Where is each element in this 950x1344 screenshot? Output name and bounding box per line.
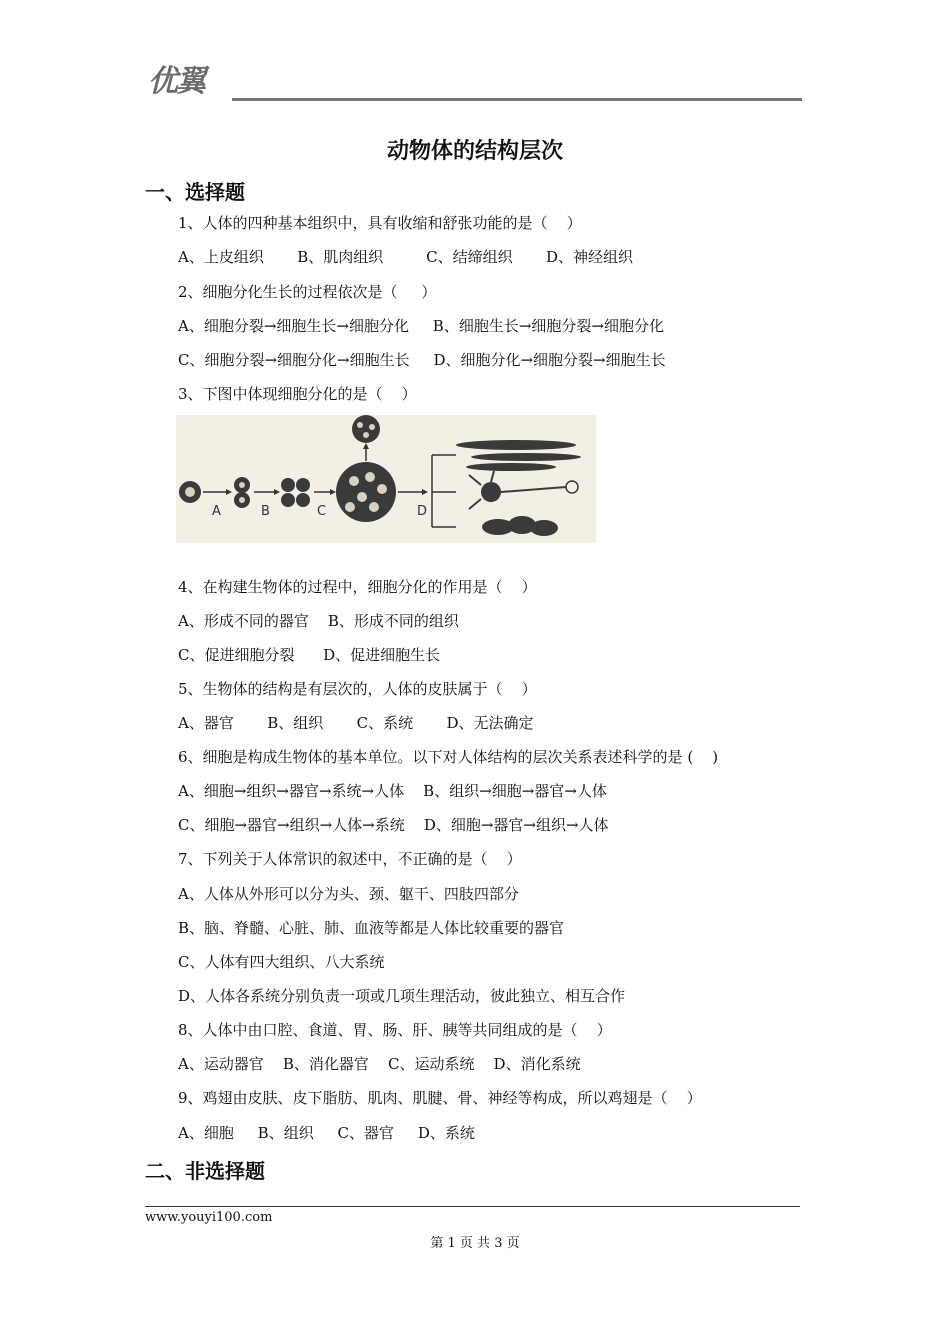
question-4-options-ab: A、形成不同的器官 B、形成不同的组织: [178, 612, 459, 630]
question-8: 8、人体中由口腔、食道、胃、肠、肝、胰等共同组成的是（ ）: [178, 1021, 612, 1039]
question-4-options-cd: C、促进细胞分裂 D、促进细胞生长: [178, 646, 441, 664]
footer-url: www.youyi100.com: [145, 1210, 273, 1225]
page-number: 第 1 页 共 3 页: [430, 1236, 520, 1251]
question-7-option-b: B、脑、脊髓、心脏、肺、血液等都是人体比较重要的器官: [178, 919, 565, 937]
question-2-options-ab: A、细胞分裂→细胞生长→细胞分化 B、细胞生长→细胞分裂→细胞分化: [178, 317, 664, 335]
page-title: 动物体的结构层次: [386, 139, 563, 164]
question-9-options: A、细胞 B、组织 C、器官 D、系统: [178, 1124, 475, 1142]
cell-differentiation-diagram: [176, 415, 596, 543]
question-6-options-cd: C、细胞→器官→组织→人体→系统 D、细胞→器官→组织→人体: [178, 816, 609, 834]
cell-differentiation-figure: [176, 415, 596, 543]
question-4: 4、在构建生物体的过程中，细胞分化的作用是（ ）: [178, 578, 537, 596]
question-8-options: A、运动器官 B、消化器官 C、运动系统 D、消化系统: [178, 1055, 581, 1073]
figure-label-b: B: [261, 504, 270, 519]
footer-rule: [145, 1206, 800, 1207]
question-1-options: A、上皮组织 B、肌肉组织 C、结缔组织 D、神经组织: [178, 248, 634, 266]
question-7-option-a: A、人体从外形可以分为头、颈、躯干、四肢四部分: [178, 885, 519, 903]
header-rule: [232, 98, 802, 101]
question-5: 5、生物体的结构是有层次的，人体的皮肤属于（ ）: [178, 680, 537, 698]
question-9: 9、鸡翅由皮肤、皮下脂肪、肌肉、肌腱、骨、神经等构成，所以鸡翅是（ ）: [178, 1089, 702, 1107]
logo: [148, 62, 248, 102]
figure-label-a: A: [212, 504, 221, 519]
question-7-option-c: C、人体有四大组织、八大系统: [178, 953, 385, 971]
figure-label-d: D: [417, 504, 428, 519]
question-6-options-ab: A、细胞→组织→器官→系统→人体 B、组织→细胞→器官→人体: [178, 782, 607, 800]
figure-label-c: C: [317, 504, 327, 519]
question-3: 3、下图中体现细胞分化的是（ ）: [178, 385, 417, 403]
section-heading-nonchoice: 二、非选择题: [145, 1159, 265, 1183]
question-2-options-cd: C、细胞分裂→细胞分化→细胞生长 D、细胞分化→细胞分裂→细胞生长: [178, 351, 666, 369]
question-5-options: A、器官 B、组织 C、系统 D、无法确定: [178, 714, 534, 732]
section-heading-choice: 一、选择题: [145, 180, 245, 204]
question-7-option-d: D、人体各系统分别负责一项或几项生理活动，彼此独立、相互合作: [178, 987, 626, 1005]
question-6: 6、细胞是构成生物体的基本单位。以下对人体结构的层次关系表述科学的是 ( ): [178, 748, 719, 766]
question-7: 7、下列关于人体常识的叙述中，不正确的是（ ）: [178, 850, 522, 868]
logo-text: 优翼: [148, 64, 204, 99]
question-2: 2、细胞分化生长的过程依次是（ ）: [178, 283, 437, 301]
question-1: 1、人体的四种基本组织中，具有收缩和舒张功能的是（ ）: [178, 214, 582, 232]
